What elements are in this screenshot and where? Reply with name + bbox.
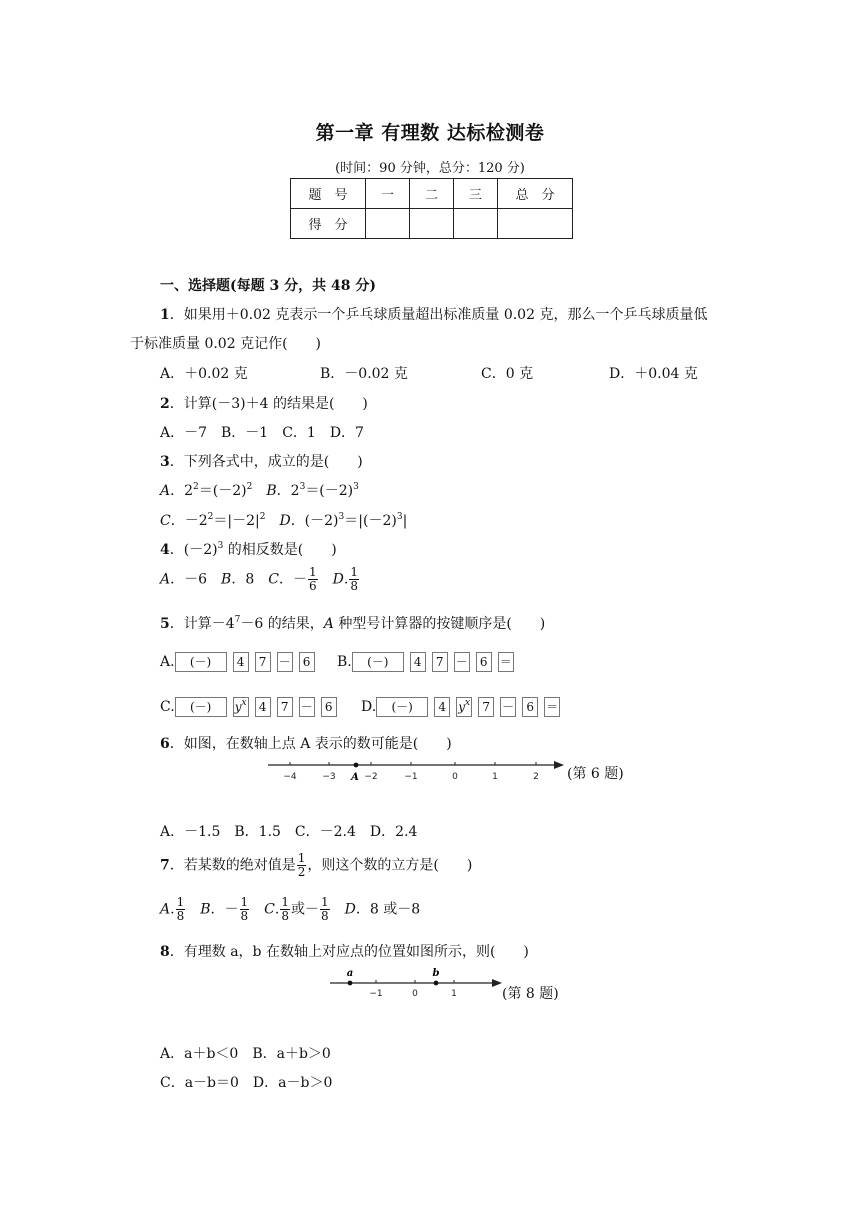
key-4: 4	[233, 652, 249, 672]
q1-option-d[interactable]: D．＋0.04 克	[609, 366, 698, 382]
key-neg: (－)	[376, 697, 428, 717]
key-4: 4	[410, 652, 426, 672]
figure-caption-6: (第 6 题)	[567, 766, 624, 782]
question-5-stem: 5．计算$-4^7-6$ 的结果，A 种型号计算器的按键顺序是( )	[160, 615, 546, 632]
question-3-stem: 3．下列各式中，成立的是( )	[160, 454, 363, 470]
tick-label: 1	[492, 772, 498, 782]
question-7-stem: 7．若某数的绝对值是 $\frac{1}{2}$ ，则这个数的立方是( )	[160, 851, 473, 879]
question-8-stem: 8．有理数 a，b 在数轴上对应点的位置如图所示，则( )	[160, 944, 529, 960]
score-cell[interactable]	[498, 209, 573, 239]
score-header-total: 总 分	[498, 179, 573, 209]
tick-label: 0	[412, 989, 418, 999]
key-neg: (－)	[175, 652, 227, 672]
tick-label: −1	[404, 772, 418, 782]
score-header-2: 二	[410, 179, 454, 209]
point-b	[434, 981, 439, 986]
q3-options-cd[interactable]: C．$-2^2=|-2|^2$ D．$(-2)^3=|(-2)^3|$	[160, 512, 408, 529]
q6-options[interactable]: A．－1.5 B．1.5 C．－2.4 D．2.4	[160, 824, 418, 840]
q7-options[interactable]: A. $\frac{1}{8}$ B．－ $\frac{1}{8}$ C. $\frac{1}{8}$ 或－ $\frac{1}{8}$ D．8 或－8	[160, 895, 421, 923]
q5-option-c[interactable]: C. (－) $y^x$ 4 7 － 6	[160, 697, 343, 717]
question-2-stem: 2．计算(－3)＋4 的结果是( )	[160, 396, 368, 412]
score-table	[290, 178, 573, 239]
key-6: 6	[476, 652, 492, 672]
q4-options[interactable]: A．－6 B．8 C．－ $\frac{1}{6}$ D. $\frac{1}{8}$	[160, 565, 358, 593]
point-a-label: A	[351, 772, 359, 783]
key-minus: －	[277, 652, 293, 672]
score-cell[interactable]	[454, 209, 498, 239]
key-6: 6	[522, 697, 538, 717]
score-header-1: 一	[366, 179, 410, 209]
key-yx: $y^x$	[456, 697, 472, 717]
q5-option-b[interactable]: B. (－) 4 7 － 6 ＝	[337, 654, 512, 670]
key-eq: ＝	[544, 697, 560, 717]
arrow-icon	[492, 979, 502, 987]
q8-options-ab[interactable]: A．a＋b＜0 B．a＋b＞0	[160, 1046, 331, 1062]
page-title: 第一章 有理数 达标检测卷	[315, 122, 545, 144]
figure-caption-8: (第 8 题)	[502, 986, 559, 1002]
q5-option-a[interactable]: A. (－) 4 7 － 6	[160, 652, 321, 672]
key-4: 4	[434, 697, 450, 717]
tick-label: 0	[452, 772, 458, 782]
number-line-q6	[268, 755, 568, 785]
q8-options-cd[interactable]: C．a－b＝0 D．a－b＞0	[160, 1075, 333, 1091]
tick-label: −4	[283, 772, 297, 782]
tick-label: −1	[369, 989, 383, 999]
score-cell[interactable]	[410, 209, 454, 239]
q1-option-c[interactable]: C．0 克	[481, 366, 534, 382]
key-neg: (－)	[175, 697, 227, 717]
key-minus: －	[299, 697, 315, 717]
tick-label: −3	[322, 772, 336, 782]
score-row-label: 得 分	[291, 209, 366, 239]
point-b-label: b	[432, 968, 440, 979]
key-7: 7	[277, 697, 293, 717]
question-1-stem: 1．如果用＋0.02 克表示一个乒乓球质量超出标准质量 0.02 克，那么一个乒乓球质量低	[160, 307, 708, 323]
arrow-icon	[554, 761, 564, 769]
q1-option-a[interactable]: A．＋0.02 克	[160, 366, 248, 382]
question-6-stem: 6．如图，在数轴上点 A 表示的数可能是( )	[160, 736, 452, 752]
key-neg: (－)	[352, 652, 404, 672]
q3-options-ab[interactable]: A．$2^2=(-2)^2$ B．$2^3=(-2)^3$	[160, 482, 359, 499]
score-cell[interactable]	[366, 209, 410, 239]
question-1-stem-cont: 于标准质量 0.02 克记作( )	[130, 336, 321, 352]
key-6: 6	[321, 697, 337, 717]
key-4: 4	[255, 697, 271, 717]
score-header-3: 三	[454, 179, 498, 209]
point-a	[354, 763, 359, 768]
key-minus: －	[500, 697, 516, 717]
tick-label: −2	[364, 772, 378, 782]
q1-option-b[interactable]: B．－0.02 克	[320, 366, 408, 382]
q5-option-d[interactable]: D. (－) 4 $y^x$ 7 － 6 ＝	[361, 698, 559, 715]
point-a-label: a	[346, 968, 354, 979]
score-header-label: 题 号	[291, 179, 366, 209]
tick-label: 1	[451, 989, 457, 999]
number-line-q8	[330, 966, 505, 1002]
exam-info: (时间：90 分钟，总分：120 分)	[335, 161, 525, 176]
point-a	[348, 981, 353, 986]
section-heading: 一、选择题(每题 3 分，共 48 分)	[160, 278, 376, 294]
q2-options[interactable]: A．－7 B．－1 C．1 D．7	[160, 425, 364, 441]
key-7: 7	[432, 652, 448, 672]
key-minus: －	[454, 652, 470, 672]
tick-label: 2	[533, 772, 539, 782]
key-yx: $y^x$	[233, 697, 249, 717]
key-7: 7	[478, 697, 494, 717]
question-4-stem: 4．$(-2)^3$ 的相反数是( )	[160, 541, 337, 558]
key-7: 7	[255, 652, 271, 672]
key-eq: ＝	[498, 652, 514, 672]
key-6: 6	[299, 652, 315, 672]
